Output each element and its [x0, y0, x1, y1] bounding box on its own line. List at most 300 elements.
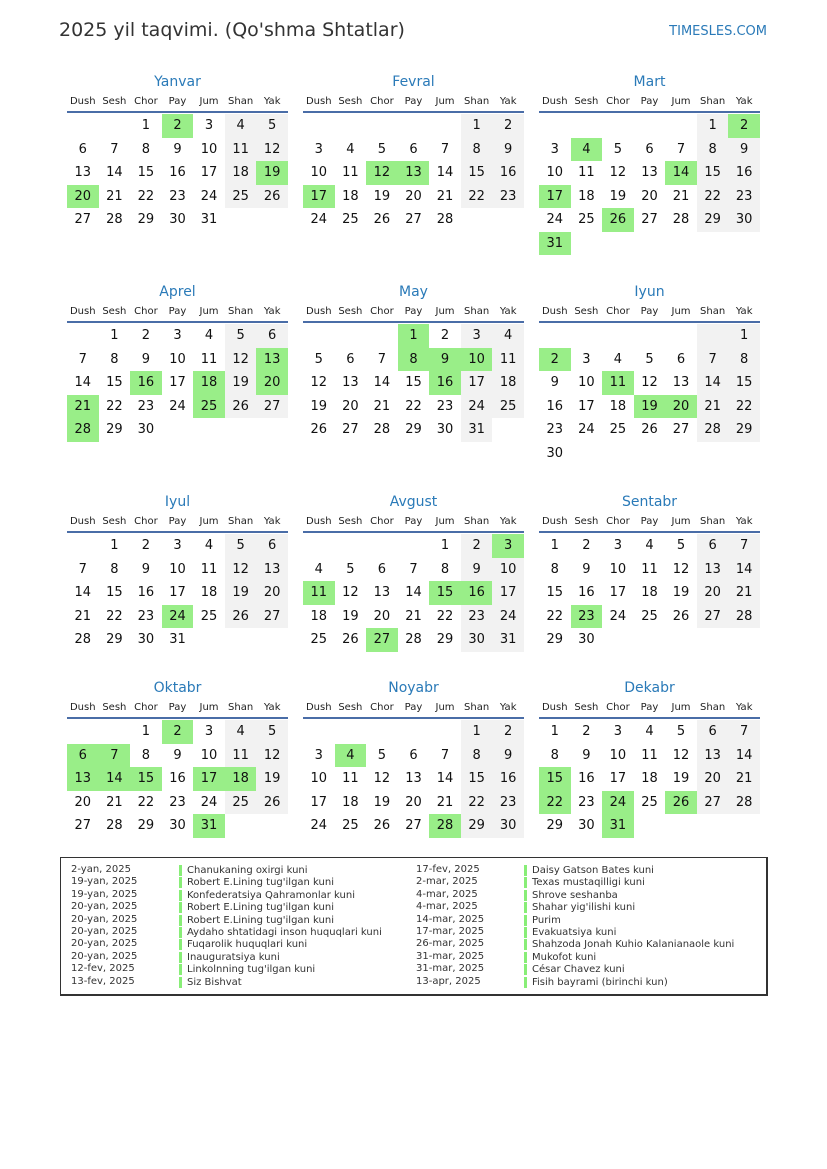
day-cell[interactable]: 8	[461, 138, 493, 162]
day-cell[interactable]: 15	[461, 767, 493, 791]
day-cell[interactable]: 20	[74, 794, 92, 810]
day-cell[interactable]: 6	[676, 351, 686, 367]
day-cell[interactable]: 25	[641, 608, 658, 624]
day-cell[interactable]: 25	[225, 791, 257, 815]
day-cell[interactable]: 6	[256, 324, 288, 348]
day-cell[interactable]: 10	[169, 561, 186, 577]
day-cell[interactable]: 8	[440, 561, 450, 577]
day-cell[interactable]: 24	[200, 794, 218, 810]
day-cell[interactable]: 8	[110, 561, 119, 577]
day-cell[interactable]: 6	[697, 534, 729, 558]
day-cell[interactable]: 3	[173, 538, 182, 553]
day-cell[interactable]: 22	[137, 188, 155, 204]
day-cell[interactable]: 7	[440, 747, 450, 763]
day-cell[interactable]: 3	[314, 747, 323, 763]
day-cell[interactable]: 1	[141, 118, 151, 133]
day-cell[interactable]: 23	[728, 185, 760, 209]
day-cell[interactable]: 23	[492, 791, 524, 815]
day-cell[interactable]: 3	[314, 141, 323, 157]
day-cell[interactable]: 5	[377, 141, 387, 157]
day-cell[interactable]: 6	[409, 141, 418, 157]
day-cell[interactable]: 3	[550, 141, 559, 157]
holiday-day-cell[interactable]: 31	[539, 232, 571, 256]
day-cell[interactable]: 1	[728, 324, 760, 348]
holiday-day-cell[interactable]: 16	[461, 581, 493, 605]
day-cell[interactable]: 4	[613, 351, 623, 367]
day-cell[interactable]: 16	[169, 165, 186, 180]
day-cell[interactable]: 1	[440, 538, 450, 553]
day-cell[interactable]: 28	[74, 632, 92, 647]
holiday-day-cell[interactable]: 28	[429, 814, 461, 838]
day-cell[interactable]: 25	[342, 818, 359, 833]
day-cell[interactable]: 28	[405, 632, 422, 647]
day-cell[interactable]: 3	[204, 724, 214, 739]
day-cell[interactable]: 26	[672, 608, 690, 624]
day-cell[interactable]: 24	[461, 395, 493, 419]
day-cell[interactable]: 9	[461, 558, 493, 582]
day-cell[interactable]: 5	[676, 538, 686, 553]
day-cell[interactable]: 5	[314, 351, 323, 367]
day-cell[interactable]: 21	[106, 794, 123, 810]
day-cell[interactable]: 11	[342, 771, 359, 786]
holiday-day-cell[interactable]: 13	[398, 161, 430, 185]
day-cell[interactable]: 15	[106, 585, 123, 600]
holiday-day-cell[interactable]: 9	[429, 348, 461, 372]
holiday-day-cell[interactable]: 26	[665, 791, 697, 815]
day-cell[interactable]: 22	[728, 395, 760, 419]
day-cell[interactable]: 24	[492, 605, 524, 629]
holiday-day-cell[interactable]: 14	[99, 767, 131, 791]
day-cell[interactable]: 13	[697, 558, 729, 582]
holiday-day-cell[interactable]: 24	[162, 605, 194, 629]
day-cell[interactable]: 14	[373, 375, 391, 390]
day-cell[interactable]: 30	[461, 628, 493, 652]
day-cell[interactable]: 17	[169, 585, 186, 600]
day-cell[interactable]: 16	[492, 161, 524, 185]
day-cell[interactable]: 27	[697, 791, 729, 815]
day-cell[interactable]: 29	[546, 632, 564, 647]
day-cell[interactable]: 8	[550, 747, 559, 763]
day-cell[interactable]: 7	[728, 534, 760, 558]
day-cell[interactable]: 27	[74, 212, 92, 227]
day-cell[interactable]: 4	[346, 141, 355, 157]
day-cell[interactable]: 22	[697, 185, 729, 209]
holiday-day-cell[interactable]: 13	[256, 348, 288, 372]
day-cell[interactable]: 9	[492, 744, 524, 768]
day-cell[interactable]: 10	[578, 375, 595, 390]
holiday-day-cell[interactable]: 17	[303, 185, 335, 209]
day-cell[interactable]: 26	[225, 605, 257, 629]
day-cell[interactable]: 29	[728, 418, 760, 442]
day-cell[interactable]: 13	[373, 585, 391, 600]
day-cell[interactable]: 2	[440, 328, 450, 343]
day-cell[interactable]: 26	[256, 791, 288, 815]
day-cell[interactable]: 6	[697, 720, 729, 744]
day-cell[interactable]: 12	[373, 771, 391, 786]
day-cell[interactable]: 28	[697, 418, 729, 442]
day-cell[interactable]: 1	[110, 328, 119, 343]
day-cell[interactable]: 12	[641, 375, 658, 390]
day-cell[interactable]: 2	[492, 720, 524, 744]
day-cell[interactable]: 29	[546, 818, 564, 833]
day-cell[interactable]: 23	[492, 185, 524, 209]
holiday-day-cell[interactable]: 2	[539, 348, 571, 372]
day-cell[interactable]: 27	[256, 605, 288, 629]
holiday-day-cell[interactable]: 20	[256, 371, 288, 395]
day-cell[interactable]: 22	[546, 608, 564, 624]
holiday-day-cell[interactable]: 7	[99, 744, 131, 768]
day-cell[interactable]: 27	[342, 422, 359, 437]
day-cell[interactable]: 28	[106, 212, 123, 227]
day-cell[interactable]: 9	[173, 747, 182, 763]
day-cell[interactable]: 23	[137, 398, 155, 414]
day-cell[interactable]: 17	[492, 581, 524, 605]
day-cell[interactable]: 17	[461, 371, 493, 395]
day-cell[interactable]: 19	[225, 371, 257, 395]
day-cell[interactable]: 24	[169, 398, 186, 414]
day-cell[interactable]: 6	[645, 141, 654, 157]
day-cell[interactable]: 23	[578, 794, 595, 810]
holiday-day-cell[interactable]: 18	[225, 767, 257, 791]
holiday-day-cell[interactable]: 15	[429, 581, 461, 605]
day-cell[interactable]: 19	[342, 608, 359, 624]
day-cell[interactable]: 18	[342, 794, 359, 810]
day-cell[interactable]: 27	[405, 212, 422, 227]
day-cell[interactable]: 6	[377, 561, 387, 577]
day-cell[interactable]: 6	[78, 141, 87, 157]
site-link[interactable]: TIMESLES.COM	[669, 24, 767, 39]
day-cell[interactable]: 21	[74, 608, 92, 624]
day-cell[interactable]: 27	[74, 818, 92, 833]
day-cell[interactable]: 19	[310, 398, 328, 414]
day-cell[interactable]: 14	[436, 771, 454, 786]
day-cell[interactable]: 27	[256, 395, 288, 419]
day-cell[interactable]: 30	[578, 632, 595, 647]
day-cell[interactable]: 30	[137, 422, 155, 437]
day-cell[interactable]: 18	[225, 161, 257, 185]
day-cell[interactable]: 18	[342, 188, 359, 204]
day-cell[interactable]: 17	[609, 771, 627, 786]
day-cell[interactable]: 25	[492, 395, 524, 419]
day-cell[interactable]: 7	[728, 720, 760, 744]
day-cell[interactable]: 18	[310, 608, 328, 624]
day-cell[interactable]: 29	[106, 632, 123, 647]
holiday-day-cell[interactable]: 16	[130, 371, 162, 395]
day-cell[interactable]: 12	[342, 585, 359, 600]
day-cell[interactable]: 9	[550, 375, 559, 390]
holiday-day-cell[interactable]: 1	[398, 324, 430, 348]
day-cell[interactable]: 8	[550, 561, 559, 577]
day-cell[interactable]: 14	[436, 165, 454, 180]
day-cell[interactable]: 5	[346, 561, 355, 577]
holiday-day-cell[interactable]: 3	[492, 534, 524, 558]
day-cell[interactable]: 14	[405, 585, 422, 600]
day-cell[interactable]: 18	[641, 771, 658, 786]
day-cell[interactable]: 9	[492, 138, 524, 162]
day-cell[interactable]: 15	[106, 375, 123, 390]
day-cell[interactable]: 26	[310, 422, 328, 437]
day-cell[interactable]: 26	[373, 818, 391, 833]
day-cell[interactable]: 29	[405, 422, 422, 437]
day-cell[interactable]: 30	[728, 208, 760, 232]
day-cell[interactable]: 23	[137, 608, 155, 624]
day-cell[interactable]: 16	[578, 585, 595, 600]
day-cell[interactable]: 10	[609, 561, 627, 577]
day-cell[interactable]: 18	[492, 371, 524, 395]
day-cell[interactable]: 12	[225, 348, 257, 372]
day-cell[interactable]: 27	[672, 422, 690, 437]
day-cell[interactable]: 14	[728, 744, 760, 768]
day-cell[interactable]: 12	[256, 138, 288, 162]
day-cell[interactable]: 9	[141, 351, 151, 367]
day-cell[interactable]: 20	[641, 188, 658, 204]
day-cell[interactable]: 15	[461, 161, 493, 185]
day-cell[interactable]: 5	[225, 534, 257, 558]
day-cell[interactable]: 23	[436, 398, 454, 414]
day-cell[interactable]: 16	[169, 771, 186, 786]
day-cell[interactable]: 25	[578, 212, 595, 227]
day-cell[interactable]: 16	[137, 585, 155, 600]
day-cell[interactable]: 2	[461, 534, 493, 558]
day-cell[interactable]: 19	[609, 188, 627, 204]
day-cell[interactable]: 15	[405, 375, 422, 390]
holiday-day-cell[interactable]: 25	[193, 395, 225, 419]
day-cell[interactable]: 4	[204, 328, 214, 343]
day-cell[interactable]: 17	[310, 794, 328, 810]
day-cell[interactable]: 23	[169, 188, 186, 204]
day-cell[interactable]: 21	[697, 395, 729, 419]
day-cell[interactable]: 3	[582, 351, 591, 367]
day-cell[interactable]: 5	[256, 114, 288, 138]
day-cell[interactable]: 1	[550, 538, 559, 553]
day-cell[interactable]: 17	[609, 585, 627, 600]
day-cell[interactable]: 24	[200, 188, 218, 204]
day-cell[interactable]: 25	[225, 185, 257, 209]
holiday-day-cell[interactable]: 11	[303, 581, 335, 605]
day-cell[interactable]: 24	[578, 422, 595, 437]
day-cell[interactable]: 29	[461, 814, 493, 838]
day-cell[interactable]: 30	[578, 818, 595, 833]
day-cell[interactable]: 18	[578, 188, 595, 204]
holiday-day-cell[interactable]: 15	[130, 767, 162, 791]
day-cell[interactable]: 4	[314, 561, 323, 577]
day-cell[interactable]: 17	[578, 398, 595, 414]
day-cell[interactable]: 15	[137, 165, 155, 180]
day-cell[interactable]: 28	[672, 212, 690, 227]
day-cell[interactable]: 7	[697, 348, 729, 372]
day-cell[interactable]: 2	[141, 538, 151, 553]
day-cell[interactable]: 12	[672, 561, 690, 577]
day-cell[interactable]: 20	[697, 767, 729, 791]
day-cell[interactable]: 30	[169, 818, 186, 833]
holiday-day-cell[interactable]: 27	[366, 628, 398, 652]
day-cell[interactable]: 22	[137, 794, 155, 810]
day-cell[interactable]: 13	[74, 165, 92, 180]
day-cell[interactable]: 7	[676, 141, 686, 157]
day-cell[interactable]: 4	[492, 324, 524, 348]
day-cell[interactable]: 6	[409, 747, 418, 763]
day-cell[interactable]: 29	[106, 422, 123, 437]
day-cell[interactable]: 30	[546, 445, 564, 461]
day-cell[interactable]: 25	[609, 422, 627, 437]
day-cell[interactable]: 28	[373, 422, 391, 437]
day-cell[interactable]: 13	[641, 165, 658, 180]
day-cell[interactable]: 6	[346, 351, 355, 367]
day-cell[interactable]: 8	[141, 747, 151, 763]
day-cell[interactable]: 10	[200, 747, 218, 763]
day-cell[interactable]: 8	[728, 348, 760, 372]
day-cell[interactable]: 13	[405, 771, 422, 786]
holiday-day-cell[interactable]: 23	[571, 605, 603, 629]
day-cell[interactable]: 9	[173, 141, 182, 157]
day-cell[interactable]: 25	[200, 608, 218, 624]
day-cell[interactable]: 21	[106, 188, 123, 204]
day-cell[interactable]: 1	[697, 114, 729, 138]
holiday-day-cell[interactable]: 21	[67, 395, 99, 419]
day-cell[interactable]: 22	[106, 398, 123, 414]
day-cell[interactable]: 20	[405, 188, 422, 204]
day-cell[interactable]: 30	[436, 422, 454, 437]
day-cell[interactable]: 3	[173, 328, 182, 343]
day-cell[interactable]: 18	[200, 585, 218, 600]
day-cell[interactable]: 8	[141, 141, 151, 157]
day-cell[interactable]: 22	[405, 398, 422, 414]
day-cell[interactable]: 4	[225, 720, 257, 744]
day-cell[interactable]: 23	[546, 422, 564, 437]
day-cell[interactable]: 26	[256, 185, 288, 209]
holiday-day-cell[interactable]: 15	[539, 767, 571, 791]
day-cell[interactable]: 5	[256, 720, 288, 744]
day-cell[interactable]: 2	[582, 538, 591, 553]
day-cell[interactable]: 1	[461, 720, 493, 744]
day-cell[interactable]: 29	[697, 208, 729, 232]
holiday-day-cell[interactable]: 19	[256, 161, 288, 185]
day-cell[interactable]: 31	[169, 632, 186, 647]
day-cell[interactable]: 7	[440, 141, 450, 157]
day-cell[interactable]: 14	[74, 585, 92, 600]
day-cell[interactable]: 8	[110, 351, 119, 367]
day-cell[interactable]: 12	[310, 375, 328, 390]
holiday-day-cell[interactable]: 20	[67, 185, 99, 209]
day-cell[interactable]: 30	[492, 814, 524, 838]
day-cell[interactable]: 8	[461, 744, 493, 768]
day-cell[interactable]: 20	[373, 608, 391, 624]
day-cell[interactable]: 7	[78, 561, 87, 577]
day-cell[interactable]: 11	[225, 138, 257, 162]
day-cell[interactable]: 11	[342, 165, 359, 180]
holiday-day-cell[interactable]: 8	[398, 348, 430, 372]
day-cell[interactable]: 12	[609, 165, 627, 180]
day-cell[interactable]: 7	[110, 141, 119, 157]
day-cell[interactable]: 13	[672, 375, 690, 390]
day-cell[interactable]: 27	[405, 818, 422, 833]
day-cell[interactable]: 30	[169, 212, 186, 227]
day-cell[interactable]: 26	[225, 395, 257, 419]
day-cell[interactable]: 5	[377, 747, 387, 763]
day-cell[interactable]: 10	[492, 558, 524, 582]
day-cell[interactable]: 23	[461, 605, 493, 629]
holiday-day-cell[interactable]: 31	[193, 814, 225, 838]
day-cell[interactable]: 28	[728, 605, 760, 629]
day-cell[interactable]: 24	[310, 818, 328, 833]
holiday-day-cell[interactable]: 28	[67, 418, 99, 442]
day-cell[interactable]: 25	[641, 794, 658, 810]
day-cell[interactable]: 7	[409, 561, 418, 577]
day-cell[interactable]: 22	[461, 791, 493, 815]
day-cell[interactable]: 19	[256, 767, 288, 791]
day-cell[interactable]: 11	[200, 561, 218, 577]
day-cell[interactable]: 29	[436, 632, 454, 647]
day-cell[interactable]: 27	[697, 605, 729, 629]
day-cell[interactable]: 28	[728, 791, 760, 815]
day-cell[interactable]: 7	[78, 351, 87, 367]
day-cell[interactable]: 24	[609, 608, 627, 624]
day-cell[interactable]: 3	[461, 324, 493, 348]
day-cell[interactable]: 21	[672, 188, 690, 204]
holiday-day-cell[interactable]: 10	[461, 348, 493, 372]
day-cell[interactable]: 2	[582, 724, 591, 739]
day-cell[interactable]: 10	[609, 747, 627, 763]
day-cell[interactable]: 17	[169, 375, 186, 390]
holiday-day-cell[interactable]: 2	[162, 114, 194, 138]
day-cell[interactable]: 2	[141, 328, 151, 343]
holiday-day-cell[interactable]: 19	[634, 395, 666, 419]
day-cell[interactable]: 11	[578, 165, 595, 180]
day-cell[interactable]: 21	[728, 767, 760, 791]
day-cell[interactable]: 1	[141, 724, 151, 739]
day-cell[interactable]: 9	[141, 561, 151, 577]
day-cell[interactable]: 19	[373, 794, 391, 810]
day-cell[interactable]: 15	[697, 161, 729, 185]
day-cell[interactable]: 24	[546, 212, 564, 227]
day-cell[interactable]: 21	[436, 188, 454, 204]
day-cell[interactable]: 26	[641, 422, 658, 437]
day-cell[interactable]: 5	[225, 324, 257, 348]
day-cell[interactable]: 12	[672, 747, 690, 763]
day-cell[interactable]: 6	[256, 534, 288, 558]
day-cell[interactable]: 4	[204, 538, 214, 553]
holiday-day-cell[interactable]: 17	[539, 185, 571, 209]
day-cell[interactable]: 16	[578, 771, 595, 786]
day-cell[interactable]: 13	[256, 558, 288, 582]
day-cell[interactable]: 31	[492, 628, 524, 652]
day-cell[interactable]: 12	[256, 744, 288, 768]
holiday-day-cell[interactable]: 22	[539, 791, 571, 815]
day-cell[interactable]: 31	[200, 212, 218, 227]
day-cell[interactable]: 15	[728, 371, 760, 395]
day-cell[interactable]: 21	[405, 608, 422, 624]
holiday-day-cell[interactable]: 17	[193, 767, 225, 791]
day-cell[interactable]: 16	[728, 161, 760, 185]
day-cell[interactable]: 3	[613, 724, 623, 739]
day-cell[interactable]: 10	[200, 141, 218, 157]
day-cell[interactable]: 26	[373, 212, 391, 227]
day-cell[interactable]: 17	[200, 165, 218, 180]
day-cell[interactable]: 9	[582, 561, 591, 577]
day-cell[interactable]: 5	[676, 724, 686, 739]
day-cell[interactable]: 30	[137, 632, 155, 647]
day-cell[interactable]: 14	[106, 165, 123, 180]
day-cell[interactable]: 20	[697, 581, 729, 605]
day-cell[interactable]: 21	[373, 398, 391, 414]
holiday-day-cell[interactable]: 20	[665, 395, 697, 419]
day-cell[interactable]: 16	[546, 398, 564, 414]
holiday-day-cell[interactable]: 12	[366, 161, 398, 185]
day-cell[interactable]: 12	[225, 558, 257, 582]
day-cell[interactable]: 31	[461, 418, 493, 442]
day-cell[interactable]: 4	[645, 538, 654, 553]
holiday-day-cell[interactable]: 2	[728, 114, 760, 138]
